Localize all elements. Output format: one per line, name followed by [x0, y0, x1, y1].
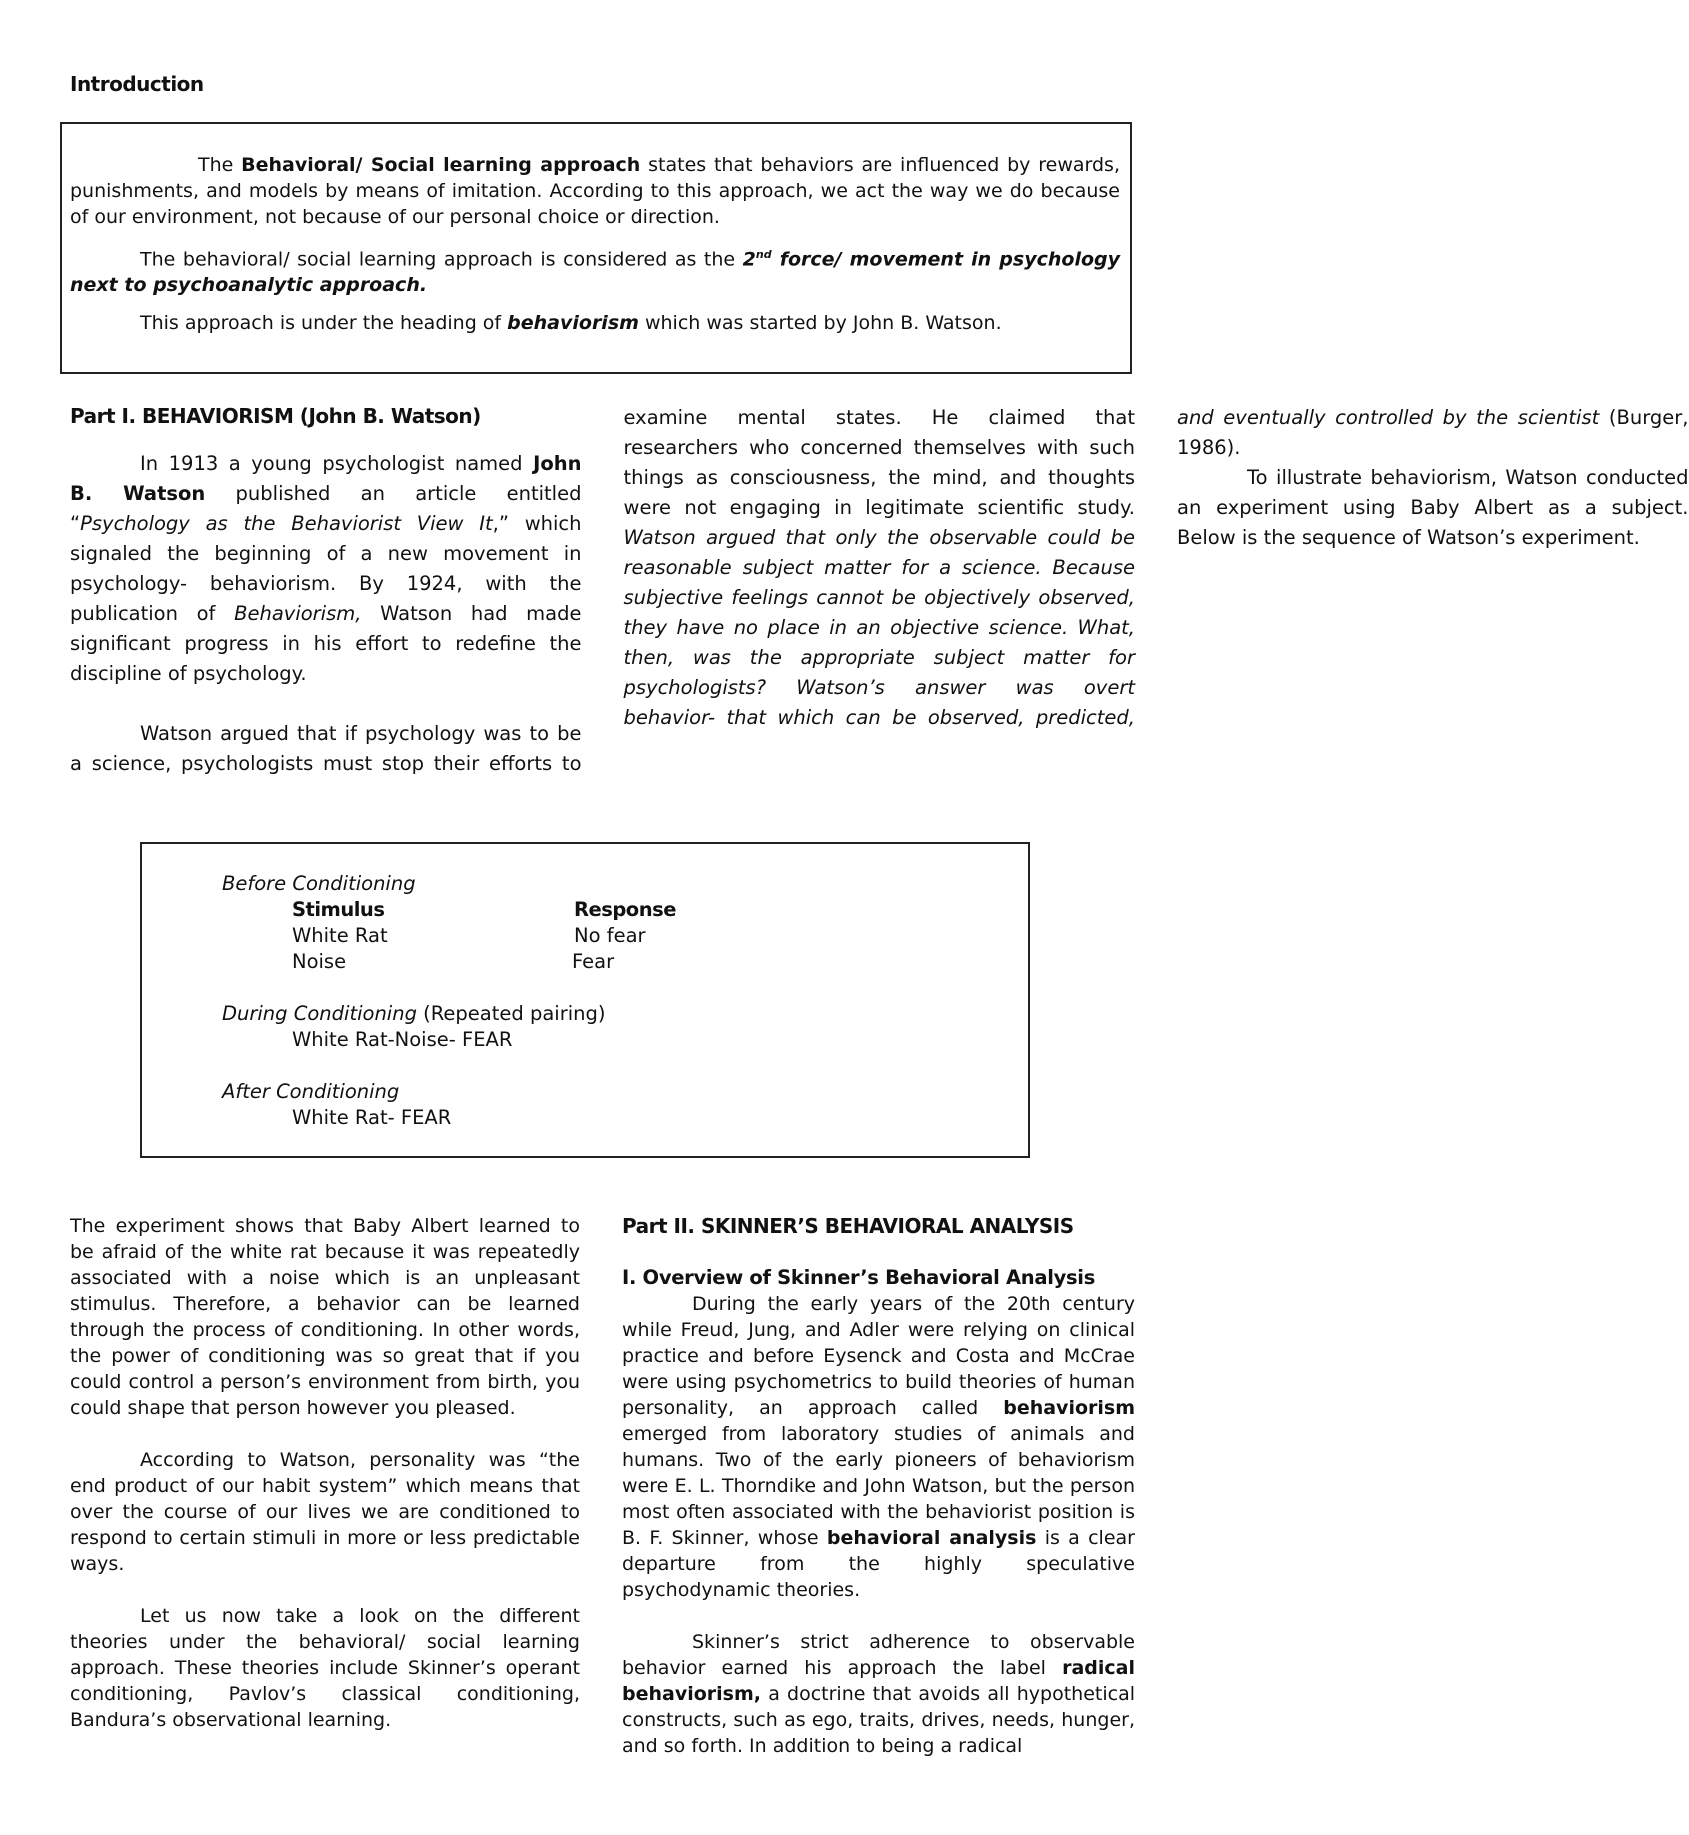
stimulus-header: Stimulus [292, 898, 385, 921]
skinner-overview-paragraph: During the early years of the 20th century while Freud, Jung, and Adler were relying on clinical practice and before Eysenck and Costa and McCrae were using psychometrics to build theories of human personality, an approach called behaviorism emerged from laboratory studies of animals and humans. Two of the early pioneers of behaviorism were E. L. Thorndike and John Watson, but the person most often associated with the behaviorist position is B. F. Skinner, whose behavioral analysis is a clear departure from the highly speculative psychodynamic theories. [622, 1293, 1135, 1601]
stimulus-cell: Noise [292, 950, 347, 973]
part1-paragraph-2: Watson argued that if psychology was to be a science, psychologists must stop their efforts to examine mental states. He claimed that researchers who concerned themselves with such things as consciousness, the mind, and thoughts were not engaging in legitimate scientific study. Watson argued that only the observable could be reasonable subject matter for a science. Because subjective feelings cannot be objectively observed, they have no place in an objective science. What, then, was the appropriate subject matter for psychologists? Watson’s answer was overt behavior- that which can be observed, predicted, and eventually controlled by the scientist (Burger, 1986). [70, 406, 1689, 775]
during-conditioning-label: During Conditioning (Repeated pairing) [222, 1002, 606, 1025]
intro-title: Introduction [70, 72, 204, 96]
watson-personality-paragraph: According to Watson, personality was “the end product of our habit system” which means that over the course of our lives we are conditioned to respond to certain stimuli in more or less predictable ways. [70, 1449, 580, 1575]
part1-paragraph-1: In 1913 a young psychologist named John B. Watson published an article entitled “Psychology as the Behaviorist View It,” which signaled the beginning of a new movement in psychology- behaviorism. By 1924, with the publication of Behaviorism, Watson had made significant progress in his effort to redefine the discipline of psychology. [70, 452, 582, 685]
before-conditioning-label: Before Conditioning [222, 872, 416, 895]
response-cell: Fear [572, 950, 615, 973]
radical-behaviorism-paragraph: Skinner’s strict adherence to observable behavior earned his approach the label radical behaviorism, a doctrine that avoids all hypothetical constructs, such as ego, traits, drives, needs, hunger, and so forth. In addition to being a radical [622, 1631, 1135, 1757]
part2-title: Part II. SKINNER’S BEHAVIORAL ANALYSIS [622, 1214, 1074, 1238]
experiment-explanation: The experiment shows that Baby Albert learned to be afraid of the white rat because it was repeatedly associated with a noise which is an unpleasant stimulus. Therefore, a behavior can be learned through the process of conditioning. In other words, the power of conditioning was so great that if you could control a person’s environment from birth, you could shape that person however you pleased. [70, 1215, 580, 1419]
intro-box [60, 122, 1132, 374]
lower-right-column [622, 1213, 1135, 1759]
after-conditioning-line: White Rat- FEAR [292, 1106, 452, 1129]
part1-paragraph-3: To illustrate behaviorism, Watson conducted an experiment using Baby Albert as a subject. Below is the sequence of Watson’s experiment. [1177, 466, 1689, 549]
after-conditioning-label: After Conditioning [222, 1080, 400, 1103]
part1-section [70, 403, 1689, 783]
intro-paragraph-2: The behavioral/ social learning approach is considered as the 2nd force/ movement in psychology next to psychoanalytic approach. [70, 248, 1120, 297]
response-cell: No fear [574, 924, 646, 947]
response-header: Response [574, 898, 676, 921]
intro-paragraph-3: This approach is under the heading of behaviorism which was started by John B. Watson. [140, 312, 1002, 335]
intro-paragraph-1: The Behavioral/ Social learning approach states that behaviors are influenced by rewards, punishments, and models by means of imitation. According to this approach, we act the way we do because of our environment, not because of our personal choice or direction. [70, 154, 1120, 228]
part2-subtitle: I. Overview of Skinner’s Behavioral Analysis [622, 1266, 1095, 1289]
experiment-box [140, 842, 1030, 1158]
during-conditioning-line: White Rat-Noise- FEAR [292, 1028, 513, 1051]
part1-title: Part I. BEHAVIORISM (John B. Watson) [70, 404, 481, 428]
lower-left-column [70, 1213, 580, 1733]
theories-intro-paragraph: Let us now take a look on the different theories under the behavioral/ social learning approach. These theories include Skinner’s operant conditioning, Pavlov’s classical conditioning, Bandura’s observational learning. [70, 1605, 580, 1731]
stimulus-cell: White Rat [292, 924, 388, 947]
